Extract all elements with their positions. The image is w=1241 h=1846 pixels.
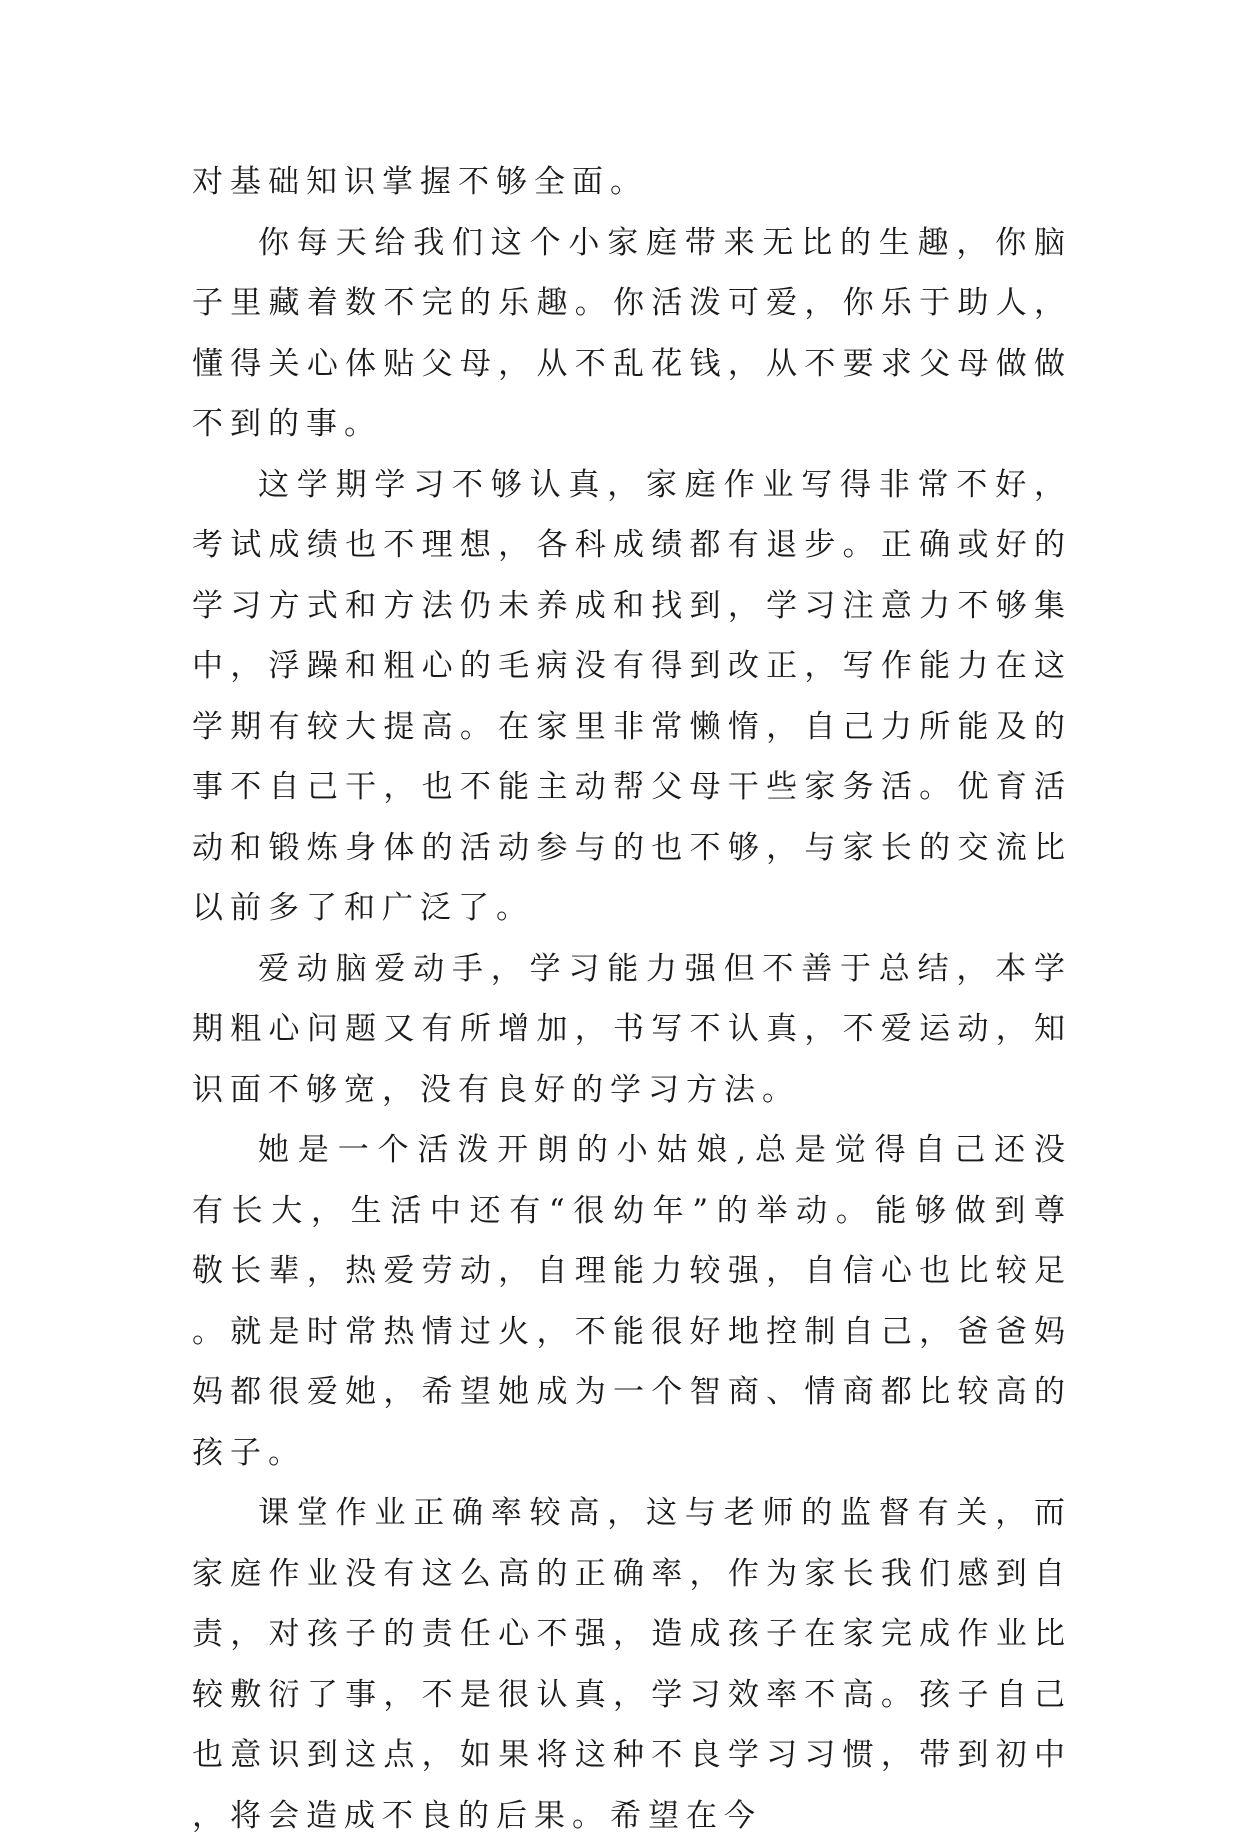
paragraph-semester-study: 这学期学习不够认真，家庭作业写得非常不好，考试成绩也不理想，各科成绩都有退步。正确或好的学习方式和方法仍未养成和找到，学习注意力不够集中，浮躁和粗心的毛病没有得到改正，写作能力在这学期有较大提高。在家里非常懒惰，自己力所能及的事不自己干，也不能主动帮父母干些家务活。优育活动和锻炼身体的活动参与的也不够，与家长的交流比以前多了和广泛了。 [192,466,1072,926]
document-body [192,152,1072,1846]
paragraph-homework: 课堂作业正确率较高，这与老师的监督有关，而家庭作业没有这么高的正确率，作为家长我们感到自责，对孩子的责任心不强，造成孩子在家完成作业比较敷衍了事，不是很认真，学习效率不高。孩子自己也意识到这点，如果将这种不良学习习惯，带到初中，将会造成不良的后果。希望在今 [192,1495,1072,1834]
paragraph-continuation: 对基础知识掌握不够全面。 [192,164,648,200]
paragraph-family-joy: 你每天给我们这个小家庭带来无比的生趣，你脑子里藏着数不完的乐趣。你活泼可爱，你乐于助人，懂得关心体贴父母，从不乱花钱，从不要求父母做做不到的事。 [192,224,1072,442]
paragraph-learning-habits: 爱动脑爱动手，学习能力强但不善于总结，本学期粗心问题又有所增加，书写不认真，不爱运动，知识面不够宽，没有良好的学习方法。 [192,950,1072,1108]
paragraph-lively-girl: 她是一个活泼开朗的小姑娘,总是觉得自己还没有长大，生活中还有“很幼年”的举动。能够做到尊敬长辈，热爱劳动，自理能力较强，自信心也比较足。就是时常热情过火，不能很好地控制自己，爸爸妈妈都很爱她，希望她成为一个智商、情商都比较高的孩子。 [192,1132,1072,1471]
